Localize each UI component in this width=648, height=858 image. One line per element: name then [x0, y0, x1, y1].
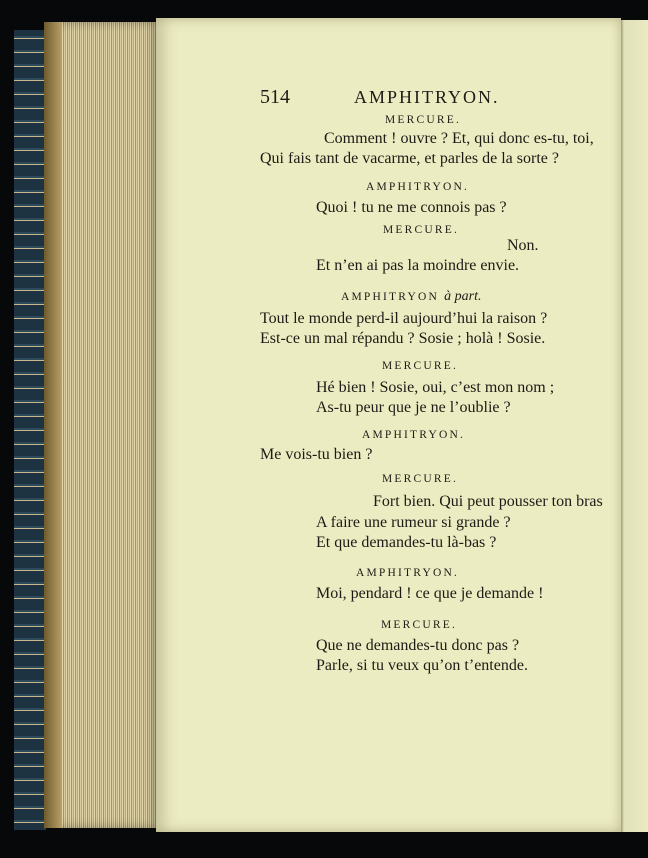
- verse-line: Et que demandes-tu là-bas ?: [316, 534, 497, 551]
- verse-line: Que ne demandes-tu donc pas ?: [316, 637, 520, 654]
- verse-line: Quoi ! tu ne me connois pas ?: [316, 199, 507, 216]
- page-edges: [44, 22, 160, 828]
- stage-direction-heading: [341, 288, 481, 306]
- verse-line: Tout le monde perd-il aujourd’hui la raison ?: [260, 310, 548, 327]
- speaker-name: AMPHITRYON: [341, 291, 440, 303]
- verse-line: Comment ! ouvre ? Et, qui donc es-tu, toi,: [324, 130, 594, 147]
- speaker-name: AMPHITRYON.: [366, 181, 470, 193]
- speaker-name: MERCURE.: [385, 114, 462, 126]
- verse-line: Qui fais tant de vacarme, et parles de la sorte ?: [260, 150, 559, 167]
- verse-line: Hé bien ! Sosie, oui, c’est mon nom ;: [316, 379, 555, 396]
- verse-line: Et n’en ai pas la moindre envie.: [316, 257, 520, 274]
- stage-direction: à part.: [444, 289, 482, 304]
- verse-line: Est-ce un mal répandu ? Sosie ; holà ! Sosie.: [260, 330, 546, 347]
- speaker-name: MERCURE.: [383, 224, 460, 236]
- speaker-name: MERCURE.: [382, 473, 459, 485]
- verse-line: Parle, si tu veux qu’on t’entende.: [316, 657, 528, 674]
- book-spine: [14, 30, 46, 830]
- verse-line: As-tu peur que je ne l’oublie ?: [316, 399, 511, 416]
- verse-line: Non.: [507, 237, 539, 254]
- page-number: 514: [260, 86, 290, 108]
- speaker-name: MERCURE.: [381, 619, 458, 631]
- speaker-name: AMPHITRYON.: [362, 429, 466, 441]
- book-page: [156, 18, 621, 832]
- verse-line: A faire une rumeur si grande ?: [316, 514, 511, 531]
- facing-page-edge: [621, 20, 648, 832]
- verse-line: Fort bien. Qui peut pousser ton bras: [373, 493, 603, 510]
- speaker-name: MERCURE.: [382, 360, 459, 372]
- speaker-name: AMPHITRYON.: [356, 567, 460, 579]
- verse-line: Moi, pendard ! ce que je demande !: [316, 585, 544, 602]
- running-title: AMPHITRYON.: [354, 87, 500, 107]
- verse-line: Me vois-tu bien ?: [260, 446, 373, 463]
